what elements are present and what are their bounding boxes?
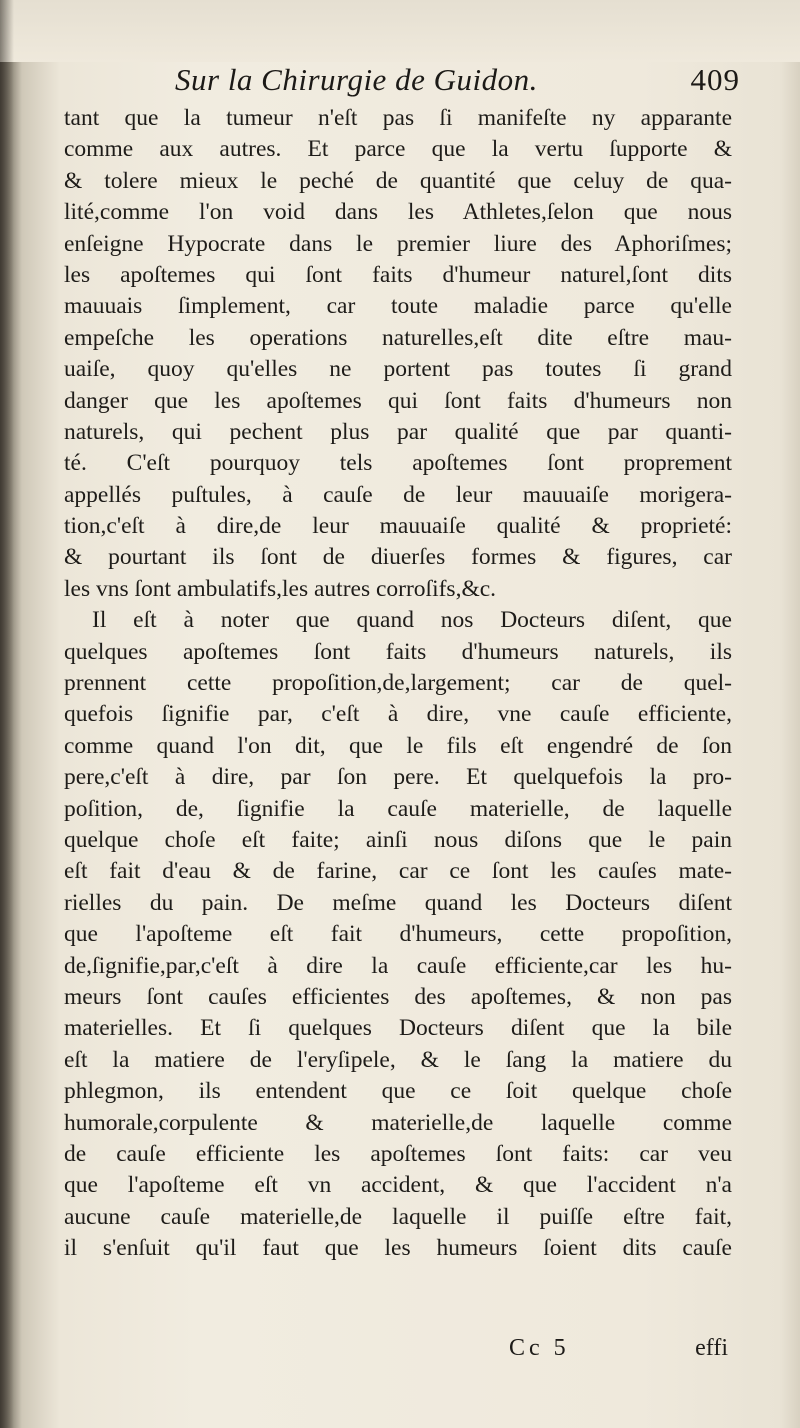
text-line: prennent cette propoſition,de,largement; car de quel- bbox=[64, 670, 732, 697]
signature-mark: Cc 5 bbox=[509, 1335, 570, 1361]
text-line: tion,c'eſt à dire,de leur mauuaiſe qualité & proprieté: bbox=[64, 513, 732, 540]
text-line: que l'apoſteme eſt fait d'humeurs, cette propoſition, bbox=[64, 921, 732, 948]
text-line: uaiſe, quoy qu'elles ne portent pas toutes ſi grand bbox=[64, 356, 732, 383]
text-line: rielles du pain. De meſme quand les Docteurs diſent bbox=[64, 889, 732, 916]
text-line: que l'apoſteme eſt vn accident, & que l'accident n'a bbox=[64, 1172, 732, 1199]
text-line: de,ſignifie,par,c'eſt à dire la cauſe efficiente,car les hu- bbox=[64, 952, 732, 979]
text-line: & pourtant ils ſont de diuerſes formes & figures, car bbox=[64, 544, 732, 571]
text-line: lité,comme l'on void dans les Athletes,ſelon que nous bbox=[64, 199, 732, 226]
text-line: humorale,corpulente & materielle,de laquelle comme bbox=[64, 1109, 732, 1136]
text-line: phlegmon, ils entendent que ce ſoit quelque choſe bbox=[64, 1078, 732, 1105]
text-line: appellés puſtules, à cauſe de leur mauuaiſe morigera- bbox=[64, 481, 732, 508]
text-line: il s'enſuit qu'il faut que les humeurs ſoient dits cauſe bbox=[64, 1235, 732, 1262]
text-line: & tolere mieux le peché de quantité que celuy de qua- bbox=[64, 167, 732, 194]
text-line: quelque choſe eſt faite; ainſi nous diſons que le pain bbox=[64, 826, 732, 853]
text-line: quefois ſignifie par, c'eſt à dire, vne cauſe efficiente, bbox=[64, 701, 732, 728]
text-line: les vns ſont ambulatifs,les autres corroſifs,&c. bbox=[64, 575, 497, 602]
text-line: quelques apoſtemes ſont faits d'humeurs naturels, ils bbox=[64, 638, 732, 665]
text-line: aucune cauſe materielle,de laquelle il puiſſe eſtre fait, bbox=[64, 1203, 732, 1230]
running-title: Sur la Chirurgie de Guidon. bbox=[175, 62, 538, 97]
text-line: eſt la matiere de l'eryſipele, & le ſang la matiere du bbox=[64, 1046, 732, 1073]
text-line: pere,c'eſt à dire, par ſon pere. Et quelquefois la pro- bbox=[64, 764, 732, 791]
page-body-text bbox=[64, 103, 732, 1264]
text-line: empeſche les operations naturelles,eſt dite eſtre mau- bbox=[64, 324, 732, 351]
text-line: meurs ſont cauſes efficientes des apoſtemes, & non pas bbox=[64, 983, 732, 1010]
text-line: poſition, de, ſignifie la cauſe materielle, de laquelle bbox=[64, 795, 732, 822]
text-line: les apoſtemes qui ſont faits d'humeur naturel,ſont dits bbox=[64, 261, 732, 288]
text-line: enſeigne Hypocrate dans le premier liure des Aphoriſmes; bbox=[64, 230, 732, 257]
text-line: materielles. Et ſi quelques Docteurs diſent que la bile bbox=[64, 1015, 732, 1042]
page-top-margin bbox=[0, 0, 800, 62]
text-line: de cauſe efficiente les apoſtemes ſont faits: car veu bbox=[64, 1140, 732, 1167]
catchword: effi bbox=[695, 1335, 728, 1361]
text-line: eſt fait d'eau & de farine, car ce ſont les cauſes mate- bbox=[64, 858, 732, 885]
text-line: mauuais ſimplement, car toute maladie parce qu'elle bbox=[64, 293, 732, 320]
text-line: comme quand l'on dit, que le fils eſt engendré de ſon bbox=[64, 732, 732, 759]
text-line: comme aux autres. Et parce que la vertu ſupporte & bbox=[64, 136, 732, 163]
page-footer bbox=[64, 1335, 732, 1367]
text-line: té. C'eſt pourquoy tels apoſtemes ſont proprement bbox=[64, 450, 732, 477]
binding-shadow bbox=[0, 0, 14, 1428]
text-line: naturels, qui pechent plus par qualité que par quanti- bbox=[64, 418, 732, 445]
text-line: Il eſt à noter que quand nos Docteurs diſent, que bbox=[92, 607, 732, 634]
page-header bbox=[175, 62, 740, 102]
text-line: danger que les apoſtemes qui ſont faits d'humeurs non bbox=[64, 387, 732, 414]
page-number: 409 bbox=[690, 62, 740, 97]
text-line: tant que la tumeur n'eſt pas ſi manifeſte ny apparante bbox=[64, 105, 732, 131]
